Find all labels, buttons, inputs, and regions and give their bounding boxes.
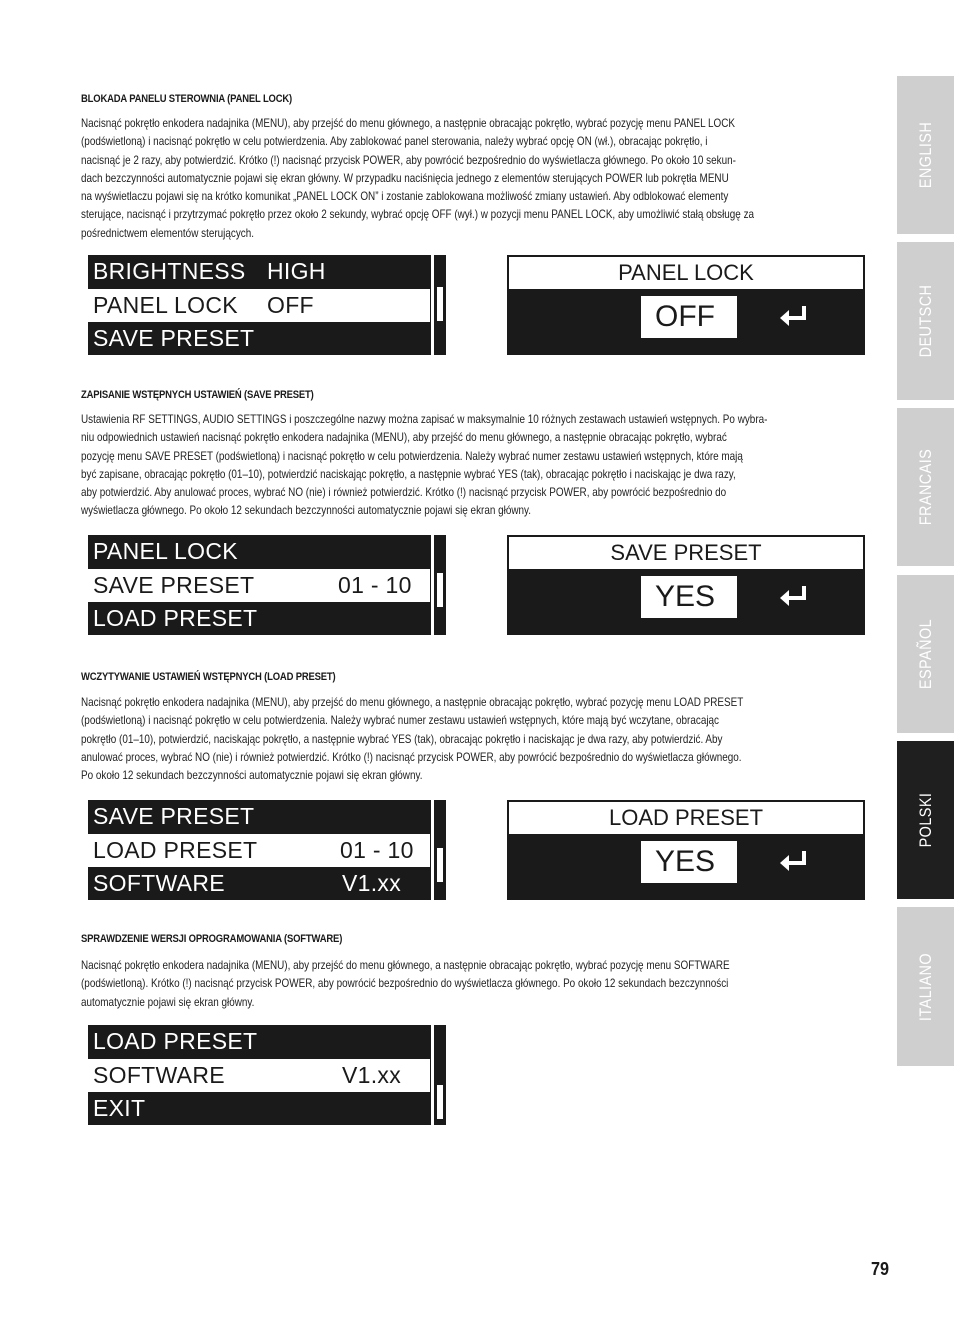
lcd-confirm-display bbox=[507, 535, 865, 635]
menu-row bbox=[88, 867, 430, 900]
menu-row bbox=[88, 1025, 430, 1058]
menu-row bbox=[88, 1092, 430, 1125]
confirm-title: SAVE PRESET bbox=[509, 537, 863, 569]
section-text-panel-lock bbox=[81, 115, 876, 243]
lcd-confirm-display bbox=[507, 255, 865, 355]
text-line: (podświetloną) i nacisnąć pokrętło w celu potwierdzenia. Aby zablokować panel sterowania, należy wybrać opcję ON (wł.), obracając pokrętło, i bbox=[81, 135, 708, 149]
confirm-title: LOAD PRESET bbox=[509, 802, 863, 834]
text-line: Nacisnąć pokrętło enkodera nadajnika (MENU), aby przejść do menu głównego, a następnie obracając pokrętło, wybrać pozycję menu SOFTWARE bbox=[81, 959, 730, 972]
text-line: pozycję menu SAVE PRESET (podświetloną) i nacisnąć pokrętło w celu potwierdzenia. Należy wybrać numer zestawu ustawień wstępnych, które mają bbox=[81, 449, 743, 463]
lcd-menu-display bbox=[88, 800, 446, 900]
text-line: być zapisane, obracając pokrętło (01–10), potwierdzić naciskając pokrętło, a następnie wybrać YES (tak), obracając pokrętło i naciskając je dwa razy, bbox=[81, 467, 736, 481]
menu-row-selected bbox=[88, 834, 430, 867]
enter-icon bbox=[779, 848, 809, 874]
text-line: pokrętło (01–10), potwierdzić, naciskając pokrętło, a następnie wybrać YES (tak), obracając pokrętło i naciskając je dwa razy, aby potwierdzić. Aby bbox=[81, 732, 723, 746]
menu-row-label: SAVE PRESET bbox=[93, 803, 255, 829]
tab-label: DEUTSCH bbox=[915, 284, 935, 358]
text-line: Ustawienia RF SETTINGS, AUDIO SETTINGS i poszczególne nazwy można zapisać w maksymalnie 10 różnych zestawach ustawień wstępnych. Po wybra- bbox=[81, 413, 768, 426]
menu-row bbox=[88, 322, 430, 355]
tab-label: ESPAÑOL bbox=[915, 618, 935, 690]
text-line: pośrednictwem elementów sterujących. bbox=[81, 226, 255, 240]
section-heading-panel-lock: BLOKADA PANELU STEROWNIA (PANEL LOCK) bbox=[81, 93, 293, 105]
scrollbar-thumb bbox=[437, 573, 443, 607]
tab-english[interactable] bbox=[897, 76, 954, 234]
text-line: niu odpowiednich ustawień nacisnąć pokrętło enkodera nadajnika (MENU), aby przejść do menu głównego, a następnie obracając pokrętło, wybrać bbox=[81, 431, 727, 445]
tab-francais[interactable] bbox=[897, 408, 954, 566]
enter-icon bbox=[779, 303, 809, 329]
menu-row-label: SOFTWARE bbox=[93, 870, 225, 896]
menu-row bbox=[88, 602, 430, 635]
text-line: (podświetloną). Krótko (!) nacisnąć przycisk POWER, aby powrócić bezpośrednio do wyświetlacza głównego. Po około 12 sekundach bezczynności bbox=[81, 977, 729, 991]
menu-row-value: 01 - 10 bbox=[338, 572, 412, 598]
menu-row-label: EXIT bbox=[93, 1095, 146, 1121]
text-line: Po około 12 sekundach bezczynności automatycznie pojawi się ekran główny. bbox=[81, 769, 423, 783]
lcd-menu-display bbox=[88, 535, 446, 635]
tab-label: ITALIANO bbox=[915, 952, 935, 1021]
confirm-option: YES bbox=[641, 576, 737, 618]
text-line: Nacisnąć pokrętło enkodera nadajnika (MENU), aby przejść do menu głównego, a następnie obracając pokrętło, wybrać pozycję menu LOAD PRESET bbox=[81, 696, 744, 709]
menu-row-label: PANEL LOCK bbox=[93, 292, 238, 318]
tab-polski[interactable] bbox=[897, 741, 954, 899]
menu-row-value: HIGH bbox=[267, 258, 326, 284]
scrollbar-track bbox=[431, 535, 434, 635]
text-line: aby potwierdzić. Aby anulować proces, wybrać NO (nie) i również potwierdzić. Krótko (!) nacisnąć przycisk POWER, aby powrócić bezpośrednio do bbox=[81, 486, 727, 500]
tab-deutsch[interactable] bbox=[897, 242, 954, 400]
menu-row-value: OFF bbox=[267, 292, 314, 318]
menu-row bbox=[88, 800, 430, 833]
section-text-save-preset bbox=[81, 411, 876, 521]
menu-row-selected bbox=[88, 289, 430, 322]
menu-row-label: SOFTWARE bbox=[93, 1062, 225, 1088]
text-line: nacisnąć je 2 razy, aby potwierdzić. Krótko (!) nacisnąć przycisk POWER, aby powrócić bezpośrednio do wyświetlacza głównego. Po około 10 sekun- bbox=[81, 153, 736, 167]
tab-espanol[interactable] bbox=[897, 575, 954, 733]
menu-row-label: BRIGHTNESS bbox=[93, 258, 246, 284]
scrollbar-thumb bbox=[437, 287, 443, 321]
text-line: na wyświetlaczu pojawi się na krótko komunikat „PANEL LOCK ON” i zostanie zablokowana możliwość zmiany ustawień. Aby odblokować elementy bbox=[81, 190, 729, 204]
section-text-load-preset bbox=[81, 694, 876, 785]
menu-row-label: LOAD PRESET bbox=[93, 1028, 258, 1054]
menu-row bbox=[88, 255, 430, 288]
text-line: sterujące, nacisnąć i przytrzymać pokrętło przez około 2 sekundy, wybrać opcję OFF (wył.) w pozycji menu PANEL LOCK, aby umożliwić stałą obsługę za bbox=[81, 208, 755, 222]
lcd-menu-display bbox=[88, 255, 446, 355]
text-line: Nacisnąć pokrętło enkodera nadajnika (MENU), aby przejść do menu głównego, a następnie obracając pokrętło, wybrać pozycję menu PANEL LOCK bbox=[81, 117, 736, 130]
confirm-option: OFF bbox=[641, 296, 737, 338]
menu-row-value: 01 - 10 bbox=[340, 837, 414, 863]
scrollbar-track bbox=[431, 1025, 434, 1125]
section-heading-save-preset: ZAPISANIE WSTĘPNYCH USTAWIEŃ (SAVE PRESET) bbox=[81, 389, 314, 401]
scrollbar-track bbox=[431, 255, 434, 355]
enter-icon bbox=[779, 583, 809, 609]
menu-row-label: SAVE PRESET bbox=[93, 325, 255, 351]
menu-row-label: LOAD PRESET bbox=[93, 605, 258, 631]
menu-row bbox=[88, 535, 430, 568]
text-line: (podświetloną) i nacisnąć pokrętło w celu potwierdzenia. Należy wybrać numer zestawu ustawień wstępnych, które mają być wczytane, obracając bbox=[81, 714, 720, 728]
menu-row-label: LOAD PRESET bbox=[93, 837, 258, 863]
tab-label: FRANCAIS bbox=[915, 448, 935, 526]
lcd-menu-display bbox=[88, 1025, 446, 1125]
menu-row-label: SAVE PRESET bbox=[93, 572, 255, 598]
menu-row-selected bbox=[88, 569, 430, 602]
scrollbar-track bbox=[431, 800, 434, 900]
confirm-title: PANEL LOCK bbox=[509, 257, 863, 289]
scrollbar-thumb bbox=[437, 848, 443, 882]
text-line: anulować proces, wybrać NO (nie) i również potwierdzić. Krótko (!) nacisnąć przycisk POWER, aby powrócić bezpośrednio do wyświetlacza głównego. bbox=[81, 750, 742, 764]
text-line: dach bezczynności automatycznie pojawi się ekran główny. W przypadku naciśnięcia jednego z elementów sterujących POWER lub pokrętła MENU bbox=[81, 171, 729, 185]
tab-label: ENGLISH bbox=[915, 121, 935, 189]
confirm-option: YES bbox=[641, 841, 737, 883]
menu-row-label: PANEL LOCK bbox=[93, 538, 238, 564]
menu-row-value: V1.xx bbox=[342, 1062, 402, 1088]
scrollbar-thumb bbox=[437, 1085, 443, 1119]
menu-row-selected bbox=[88, 1059, 430, 1092]
page-number: 79 bbox=[871, 1259, 890, 1279]
text-line: wyświetlacza głównego. Po około 12 sekundach bezczynności automatycznie pojawi się ekran główny. bbox=[81, 504, 531, 518]
text-line: automatycznie pojawi się ekran główny. bbox=[81, 995, 255, 1009]
tab-label: POLSKI bbox=[915, 792, 935, 848]
lcd-confirm-display bbox=[507, 800, 865, 900]
menu-row-value: V1.xx bbox=[342, 870, 402, 896]
section-text-software bbox=[81, 957, 876, 1012]
tab-italiano[interactable] bbox=[897, 907, 954, 1066]
section-heading-software: SPRAWDZENIE WERSJI OPROGRAMOWANIA (SOFTWARE) bbox=[81, 933, 343, 945]
section-heading-load-preset: WCZYTYWANIE USTAWIEŃ WSTĘPNYCH (LOAD PRESET) bbox=[81, 671, 336, 683]
